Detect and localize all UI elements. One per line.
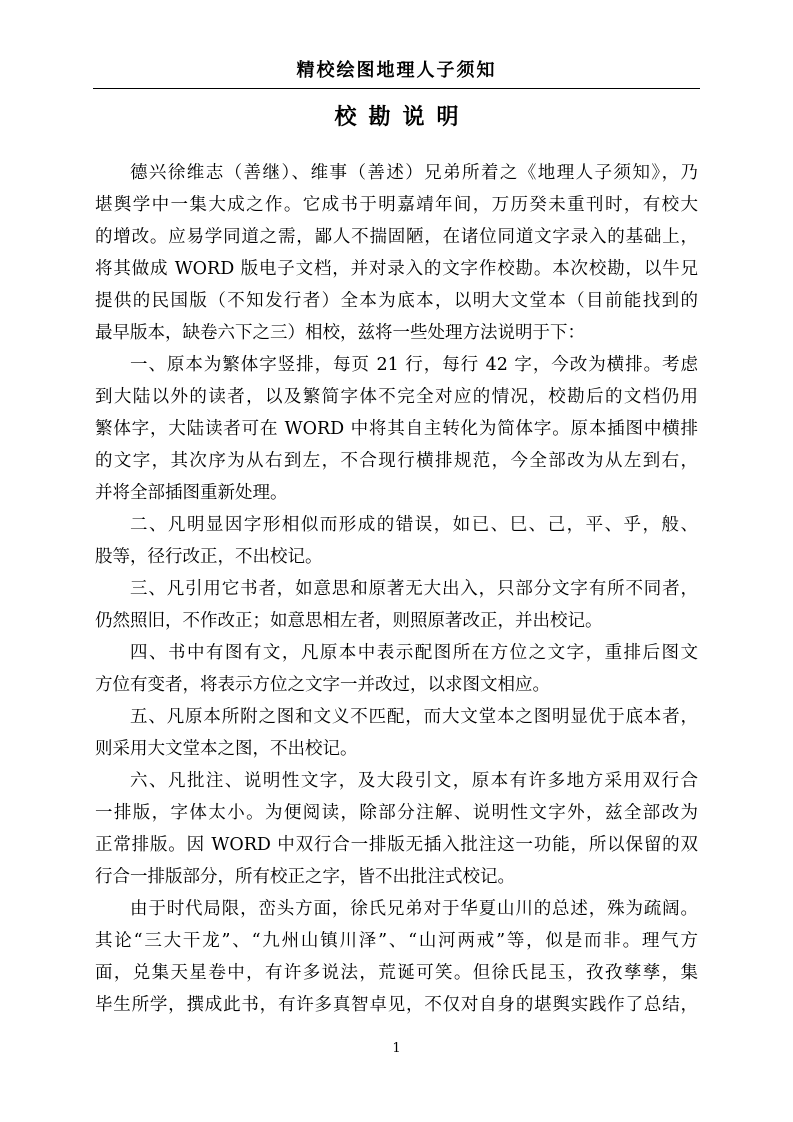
paragraph-intro <box>95 157 698 349</box>
text-line: 五、凡原本所附之图和文义不匹配，而大文堂本之图明显优于底本者， <box>130 707 698 727</box>
text-line: 到大陆以外的读者，以及繁简字体不完全对应的情况，校勘后的文档仍用 <box>95 387 698 407</box>
text-line: 将其做成 WORD 版电子文档，并对录入的文字作校勘。本次校勘，以牛兄 <box>95 259 698 279</box>
text-line: 堪舆学中一集大成之作。它成书于明嘉靖年间，万历癸未重刊时，有校大 <box>95 195 698 215</box>
text-line: 一、原本为繁体字竖排，每页 21 行，每行 42 字，今改为横排。考虑 <box>130 355 698 375</box>
document-title: 校勘说明 <box>334 105 471 130</box>
running-header-title: 精校绘图地理人子须知 <box>296 60 497 81</box>
text-line: 的文字，其次序为从右到左，不合现行横排规范，今全部改为从左到右， <box>95 451 698 471</box>
text-line: 三、凡引用它书者，如意思和原著无大出入，只部分文字有所不同者， <box>130 579 698 599</box>
text-line: 由于时代局限，峦头方面，徐氏兄弟对于华夏山川的总述，殊为疏阔。 <box>130 899 698 919</box>
text-line: 一排版，字体太小。为便阅读，除部分注解、说明性文字外，兹全部改为 <box>95 803 698 823</box>
text-line: 其论“三大干龙”、“九州山镇川泽”、“山河两戒”等，似是而非。理气方 <box>95 931 698 951</box>
page-number: 1 <box>392 1041 401 1056</box>
text-line: 仍然照旧，不作改正；如意思相左者，则照原著改正，并出校记。 <box>95 611 603 631</box>
paragraph-item-1 <box>95 349 698 509</box>
text-line: 最早版本，缺卷六下之三）相校，兹将一些处理方法说明于下： <box>95 323 585 343</box>
text-line: 六、凡批注、说明性文字，及大段引文，原本有许多地方采用双行合 <box>130 771 698 791</box>
text-line: 繁体字，大陆读者可在 WORD 中将其自主转化为简体字。原本插图中横排 <box>95 419 698 439</box>
text-line: 面，兑集天星卷中，有许多说法，荒诞可笑。但徐氏昆玉，孜孜孳孳，集 <box>95 963 698 983</box>
text-line: 毕生所学，撰成此书，有许多真智卓见，不仅对自身的堪舆实践作了总结， <box>95 995 698 1015</box>
text-line: 股等，径行改正，不出校记。 <box>95 547 323 567</box>
paragraph-item-4 <box>95 637 698 701</box>
body-text <box>95 157 698 1021</box>
text-line: 四、书中有图有文，凡原本中表示配图所在方位之文字，重排后图文 <box>130 643 698 663</box>
text-line: 正常排版。因 WORD 中双行合一排版无插入批注这一功能，所以保留的双 <box>95 835 698 855</box>
text-line: 行合一排版部分，所有校正之字，皆不出批注式校记。 <box>95 867 515 887</box>
paragraph-item-2 <box>95 509 698 573</box>
paragraph-item-3 <box>95 573 698 637</box>
text-line: 方位有变者，将表示方位之文字一并改过，以求图文相应。 <box>95 675 550 695</box>
paragraph-item-5 <box>95 701 698 765</box>
text-line: 德兴徐维志（善继）、维事（善述）兄弟所着之《地理人子须知》，乃 <box>130 163 698 183</box>
text-line: 二、凡明显因字形相似而形成的错误，如已、巳、己，平、乎，般、 <box>130 515 698 535</box>
header-rule <box>93 88 700 89</box>
text-line: 提供的民国版（不知发行者）全本为底本，以明大文堂本（目前能找到的 <box>95 291 698 311</box>
text-line: 的增改。应易学同道之需，鄙人不揣固陋，在诸位同道文字录入的基础上， <box>95 227 698 247</box>
text-line: 并将全部插图重新处理。 <box>95 483 288 503</box>
paragraph-closing <box>95 893 698 1021</box>
text-line: 则采用大文堂本之图，不出校记。 <box>95 739 358 759</box>
paragraph-item-6 <box>95 765 698 893</box>
